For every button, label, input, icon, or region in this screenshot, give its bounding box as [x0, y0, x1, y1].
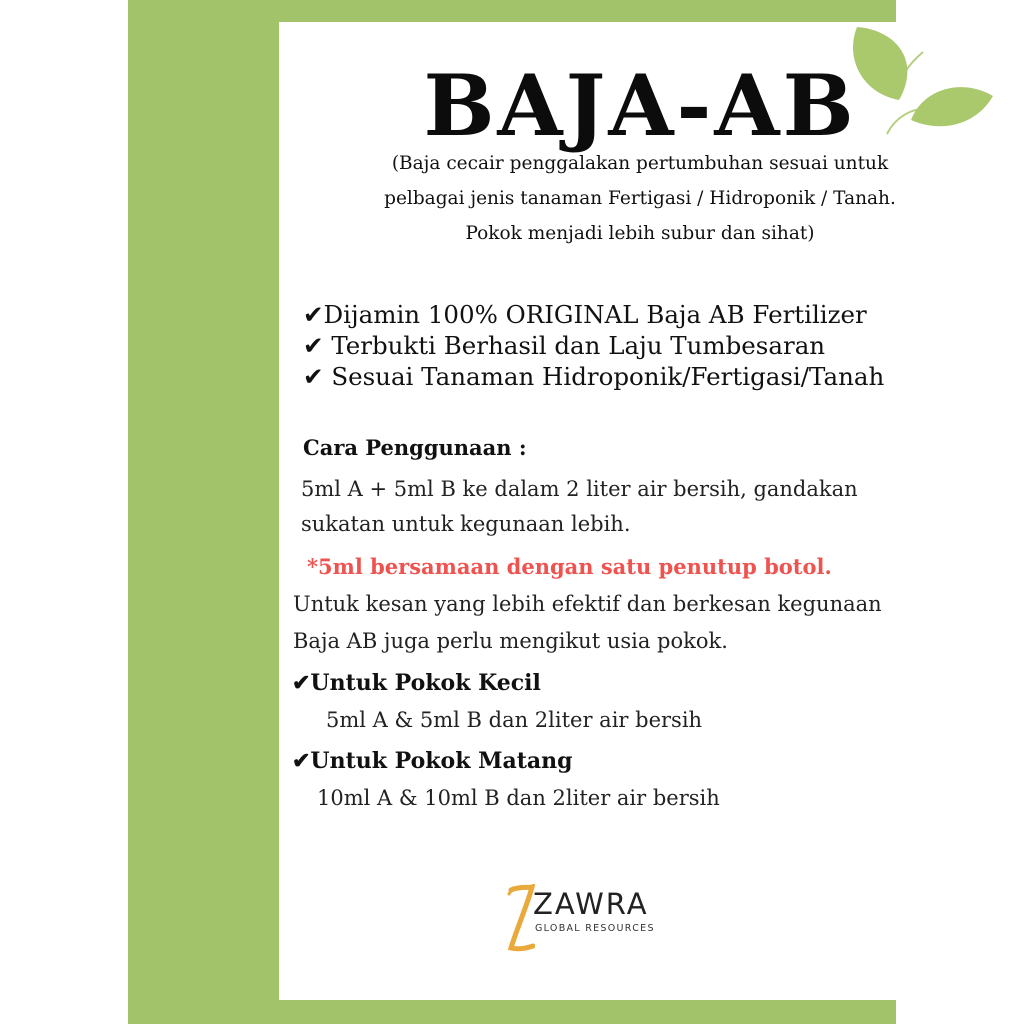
logo-name: ZAWRA: [533, 887, 649, 921]
usage-line: 5ml A + 5ml B ke dalam 2 liter air bersih, gandakan: [301, 477, 858, 501]
z-brush-icon: [505, 884, 535, 956]
small-plant-dose: 5ml A & 5ml B dan 2liter air bersih: [326, 708, 703, 732]
zawra-logo: [505, 884, 705, 956]
page-title: BAJA-AB: [423, 56, 857, 155]
product-description: [279, 146, 1001, 251]
feature-original: ✔Dijamin 100% ORIGINAL Baja AB Fertilizer: [303, 300, 867, 329]
small-plant-label: ✔Untuk Pokok Kecil: [292, 670, 541, 696]
usage-extra-line: Untuk kesan yang lebih efektif dan berkesan kegunaan: [293, 592, 882, 616]
usage-heading: Cara Penggunaan :: [303, 435, 527, 460]
feature-proven: ✔ Terbukti Berhasil dan Laju Tumbesaran: [303, 331, 826, 360]
usage-line: sukatan untuk kegunaan lebih.: [301, 512, 631, 536]
logo-tagline: GLOBAL RESOURCES: [535, 923, 655, 934]
content-panel: [279, 22, 1001, 1000]
feature-suitable: ✔ Sesuai Tanaman Hidroponik/Fertigasi/Tanah: [303, 362, 885, 391]
usage-note: *5ml bersamaan dengan satu penutup botol.: [307, 554, 832, 579]
usage-extra-line: Baja AB juga perlu mengikut usia pokok.: [293, 629, 728, 653]
mature-plant-dose: 10ml A & 10ml B dan 2liter air bersih: [317, 786, 720, 810]
mature-plant-label: ✔Untuk Pokok Matang: [292, 748, 573, 774]
description-line: Pokok menjadi lebih subur dan sihat): [465, 223, 815, 244]
description-line: (Baja cecair penggalakan pertumbuhan sesuai untuk: [391, 153, 889, 174]
product-card: [128, 0, 896, 1024]
description-line: pelbagai jenis tanaman Fertigasi / Hidroponik / Tanah.: [384, 188, 896, 209]
